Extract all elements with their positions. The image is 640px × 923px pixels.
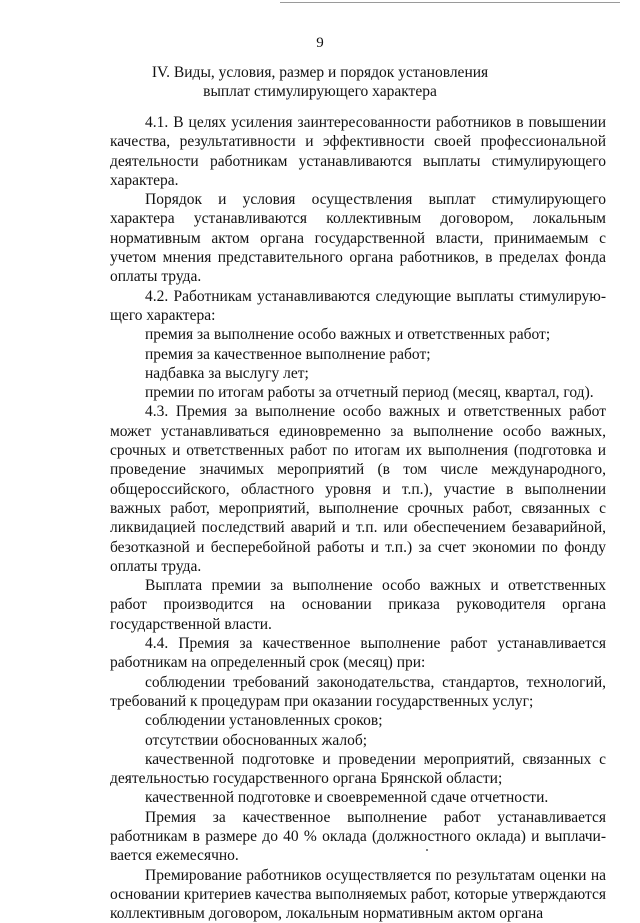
scan-speck (426, 849, 428, 851)
paragraph: 4.4. Премия за качественное выполнение работ устанавливается работникам на определенный срок (месяц) при: (110, 635, 606, 672)
section-heading-line-2: выплат стимулирующего характера (203, 83, 437, 100)
list-item: качественной подготовке и своевременной сдаче отчетности. (145, 789, 549, 807)
paragraph: 4.1. В целях усиления заинтересованности работников в повышении качества, результативности и эффективности своей профессиональной деятельности работникам устанавливаются выплаты стимулирующего характера. (110, 114, 606, 189)
paragraph: 4.3. Премия за выполнение особо важных и ответственных работ может устанавливаться единовременно за выполнение особо важных, срочных и ответственных работ по итогам их выполнения (подготовка и проведение значимых мероприятий (в том числе международного, общероссийского, областного уровня и т.п.), участие в выполнении важных работ, мероприятий, выполнение срочных работ, связанных с ликвидацией последствий аварий и т.п. или обеспечением безаварийной, безотказной и бесперебойной работы и т.п.) за счет экономии по фонду оплаты труда. (110, 403, 606, 575)
top-rule (280, 2, 620, 3)
paragraph: 4.2. Работникам устанавливаются следующие выплаты стимулирующего характера: (110, 287, 606, 324)
paragraph: Порядок и условия осуществления выплат стимулирующего характера устанавливаются коллективным договором, локальным нормативным актом органа государственной власти, принимаемым с учетом мнения представительного органа работников, в пределах фонда оплаты труда. (110, 191, 606, 286)
list-item: премия за выполнение особо важных и ответственных работ; (145, 326, 551, 344)
list-item: премия за качественное выполнение работ; (145, 345, 431, 363)
paragraph: Выплата премии за выполнение особо важных и ответственных работ производится на основании приказа руководителя органа государственной власти. (110, 577, 606, 633)
list-item: премии по итогам работы за отчетный период (месяц, квартал, год). (145, 384, 594, 402)
list-item: соблюдении установленных сроков; (145, 712, 383, 730)
list-item: соблюдении требований законодательства, стандартов, технологий, требований к процедурам при оказании государственных услуг; (110, 673, 606, 710)
document-body (110, 113, 606, 923)
list-item: качественной подготовке и проведении мероприятий, связанных с деятельностью государственного органа Брянской области; (110, 750, 606, 788)
paragraph: Премия за качественное выполнение работ устанавливается работникам в размере до 40 % оклада (должностного оклада) и выплачивается ежемесячно. (110, 808, 606, 865)
section-heading (100, 63, 540, 101)
list-item: надбавка за выслугу лет; (145, 364, 309, 382)
page-number: 9 (316, 35, 324, 51)
paragraph: Премирование работников осуществляется по результатам оценки на основании критериев качества выполняемых работ, которые утверждаются коллективным договором, локальным нормативным актом органа (110, 866, 606, 923)
list-item: отсутствии обоснованных жалоб; (145, 731, 368, 749)
section-heading-line-1: IV. Виды, условия, размер и порядок установления (151, 64, 489, 81)
